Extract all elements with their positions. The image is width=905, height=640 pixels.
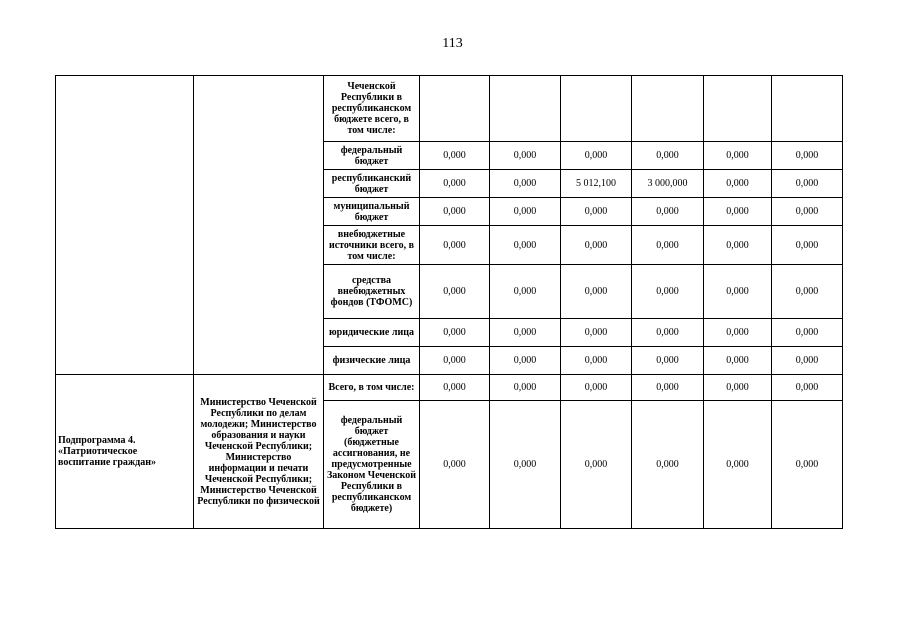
funding-source: Чеченской Республики в республиканском бюджете всего, в том числе: — [324, 76, 420, 142]
funding-source: республиканский бюджет — [324, 170, 420, 198]
program-cell — [56, 76, 194, 375]
funding-source: внебюджетные источники всего, в том числе: — [324, 226, 420, 265]
value-cell: 0,000 — [704, 170, 772, 198]
value-cell — [772, 76, 843, 142]
value-cell: 0,000 — [772, 265, 843, 319]
table-row — [56, 375, 843, 401]
subprogram-title: Подпрограмма 4. «Патриотическое воспитание граждан» — [56, 375, 194, 529]
value-cell: 0,000 — [490, 347, 561, 375]
executor-list: Министерство Чеченской Республики по делам молодежи; Министерство образования и науки Чеченской Республики; Министерство информации и печати Чеченской Республики; Министерство Чеченской Республики по физической — [194, 375, 324, 529]
funding-source: федеральный бюджет (бюджетные ассигнования, не предусмотренные Законом Чеченской Республики в республиканском бюджете) — [324, 401, 420, 529]
value-cell — [420, 76, 490, 142]
value-cell: 0,000 — [704, 401, 772, 529]
value-cell: 0,000 — [561, 375, 632, 401]
funding-source: Всего, в том числе: — [324, 375, 420, 401]
value-cell: 0,000 — [561, 265, 632, 319]
value-cell: 5 012,100 — [561, 170, 632, 198]
value-cell: 0,000 — [704, 319, 772, 347]
value-cell: 0,000 — [420, 319, 490, 347]
value-cell: 0,000 — [704, 198, 772, 226]
value-cell: 0,000 — [420, 226, 490, 265]
value-cell: 0,000 — [561, 226, 632, 265]
value-cell: 0,000 — [420, 198, 490, 226]
value-cell: 0,000 — [704, 226, 772, 265]
value-cell: 0,000 — [772, 142, 843, 170]
value-cell: 0,000 — [772, 401, 843, 529]
value-cell — [561, 76, 632, 142]
value-cell: 0,000 — [772, 226, 843, 265]
value-cell: 0,000 — [632, 226, 704, 265]
value-cell: 0,000 — [420, 265, 490, 319]
value-cell: 0,000 — [420, 375, 490, 401]
value-cell — [490, 76, 561, 142]
funding-source: средства внебюджетных фондов (ТФОМС) — [324, 265, 420, 319]
value-cell: 0,000 — [490, 226, 561, 265]
value-cell: 0,000 — [704, 347, 772, 375]
value-cell: 0,000 — [704, 142, 772, 170]
value-cell: 0,000 — [632, 265, 704, 319]
funding-source: муниципальный бюджет — [324, 198, 420, 226]
page-number: 113 — [442, 36, 463, 51]
budget-table — [55, 75, 843, 529]
value-cell: 0,000 — [490, 198, 561, 226]
value-cell: 0,000 — [772, 198, 843, 226]
value-cell: 0,000 — [561, 198, 632, 226]
value-cell: 0,000 — [632, 375, 704, 401]
value-cell — [632, 76, 704, 142]
funding-source: физические лица — [324, 347, 420, 375]
value-cell: 0,000 — [704, 265, 772, 319]
value-cell: 0,000 — [420, 401, 490, 529]
value-cell: 0,000 — [632, 401, 704, 529]
executor-cell — [194, 76, 324, 375]
value-cell — [704, 76, 772, 142]
table-row — [56, 76, 843, 142]
value-cell: 0,000 — [632, 198, 704, 226]
value-cell: 0,000 — [420, 347, 490, 375]
value-cell: 0,000 — [561, 142, 632, 170]
value-cell: 0,000 — [490, 401, 561, 529]
value-cell: 0,000 — [561, 347, 632, 375]
funding-source: юридические лица — [324, 319, 420, 347]
value-cell: 0,000 — [772, 170, 843, 198]
value-cell: 0,000 — [772, 319, 843, 347]
value-cell: 3 000,000 — [632, 170, 704, 198]
value-cell: 0,000 — [632, 142, 704, 170]
value-cell: 0,000 — [420, 142, 490, 170]
value-cell: 0,000 — [490, 142, 561, 170]
value-cell: 0,000 — [490, 375, 561, 401]
value-cell: 0,000 — [420, 170, 490, 198]
value-cell: 0,000 — [561, 319, 632, 347]
value-cell: 0,000 — [772, 375, 843, 401]
value-cell: 0,000 — [632, 319, 704, 347]
value-cell: 0,000 — [561, 401, 632, 529]
value-cell: 0,000 — [490, 319, 561, 347]
value-cell: 0,000 — [772, 347, 843, 375]
value-cell: 0,000 — [490, 265, 561, 319]
value-cell: 0,000 — [490, 170, 561, 198]
funding-source: федеральный бюджет — [324, 142, 420, 170]
value-cell: 0,000 — [704, 375, 772, 401]
value-cell: 0,000 — [632, 347, 704, 375]
